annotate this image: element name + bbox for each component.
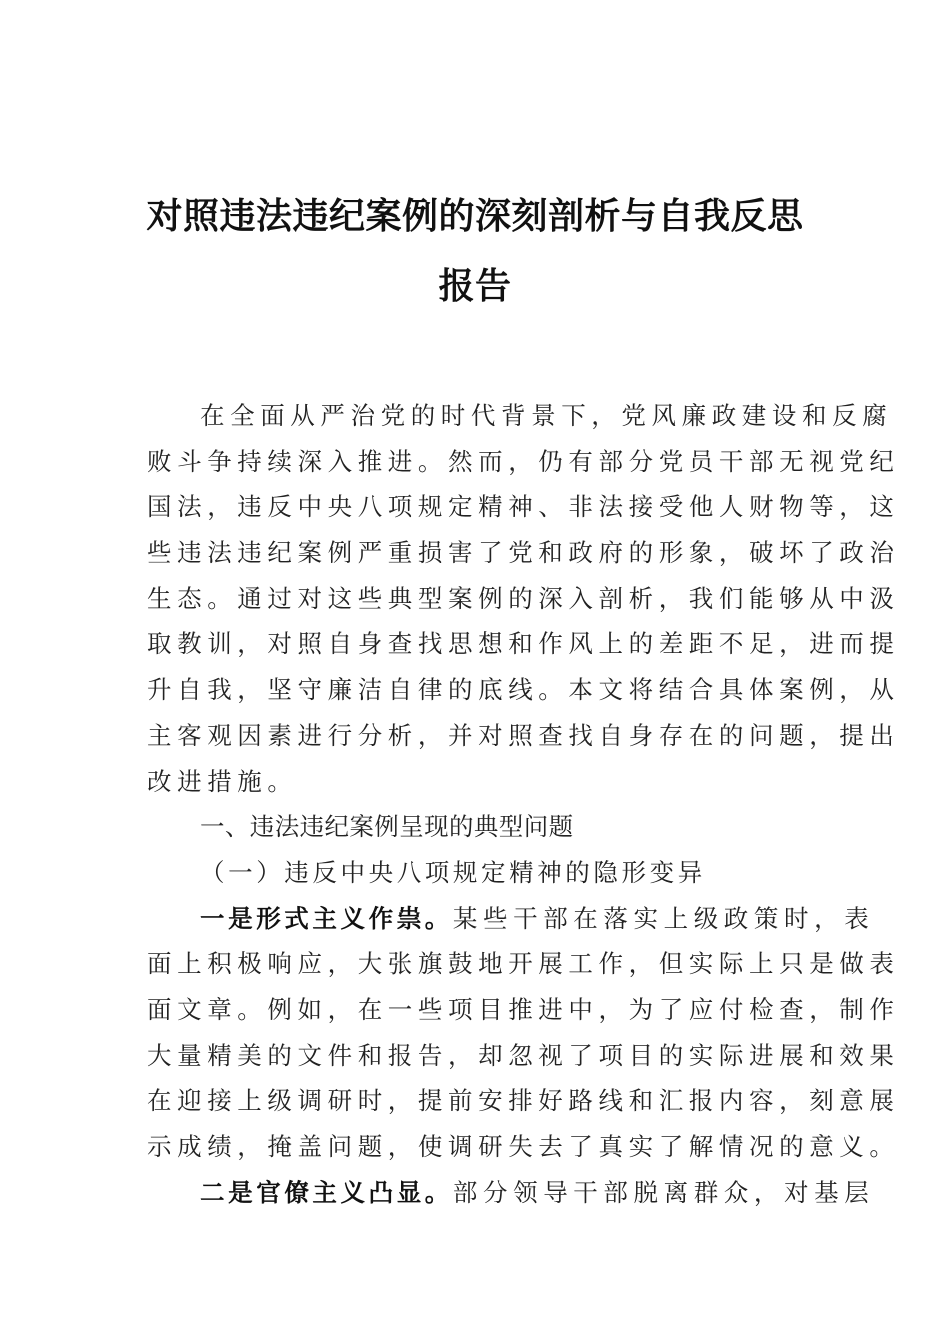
document-title-line1: 对照违法违纪案例的深刻剖析与自我反思 bbox=[146, 196, 804, 237]
intro-line: 败斗争持续深入推进。然而，仍有部分党员干部无视党纪 bbox=[147, 446, 900, 476]
intro-line: 生态。通过对这些典型案例的深入剖析，我们能够从中汲 bbox=[147, 583, 900, 613]
intro-line: 升自我，坚守廉洁自律的底线。本文将结合具体案例，从 bbox=[147, 675, 900, 705]
intro-line: 在全面从严治党的时代背景下，党风廉政建设和反腐 bbox=[200, 401, 893, 430]
point-lead: 二是官僚主义凸显。 bbox=[200, 1177, 453, 1207]
point-paragraph-start bbox=[147, 1170, 875, 1216]
point-line: 面上积极响应，大张旗鼓地开展工作，但实际上只是做表 bbox=[147, 949, 900, 979]
point-line: 大量精美的文件和报告，却忽视了项目的实际进展和效果 bbox=[147, 1040, 900, 1070]
point-paragraph-start bbox=[147, 896, 875, 942]
point-text: 某些干部在落实上级政策时，表 bbox=[452, 903, 875, 933]
document-title-line2: 报告 bbox=[438, 266, 512, 307]
point-line: 面文章。例如，在一些项目推进中，为了应付检查，制作 bbox=[147, 994, 900, 1024]
point-line: 示成绩，掩盖问题，使调研失去了真实了解情况的意义。 bbox=[147, 1132, 900, 1161]
intro-line: 主客观因素进行分析，并对照查找自身存在的问题，提出 bbox=[147, 720, 900, 750]
point-text: 部分领导干部脱离群众，对基层 bbox=[452, 1177, 875, 1207]
point-lead: 一是形式主义作祟。 bbox=[200, 903, 453, 933]
intro-line: 取教训，对照自身查找思想和作风上的差距不足，进而提 bbox=[147, 629, 900, 659]
document-body bbox=[147, 393, 900, 1215]
section-heading: 一、违法违纪案例呈现的典型问题 bbox=[200, 812, 574, 842]
intro-line: 改进措施。 bbox=[147, 766, 298, 796]
intro-line: 些违法违纪案例严重损害了党和政府的形象，破坏了政治 bbox=[147, 538, 900, 568]
intro-line: 国法，违反中央八项规定精神、非法接受他人财物等，这 bbox=[147, 492, 900, 522]
point-line: 在迎接上级调研时，提前安排好路线和汇报内容，刻意展 bbox=[147, 1086, 900, 1116]
subsection-heading: （一）违反中央八项规定精神的隐形变异 bbox=[200, 857, 706, 887]
